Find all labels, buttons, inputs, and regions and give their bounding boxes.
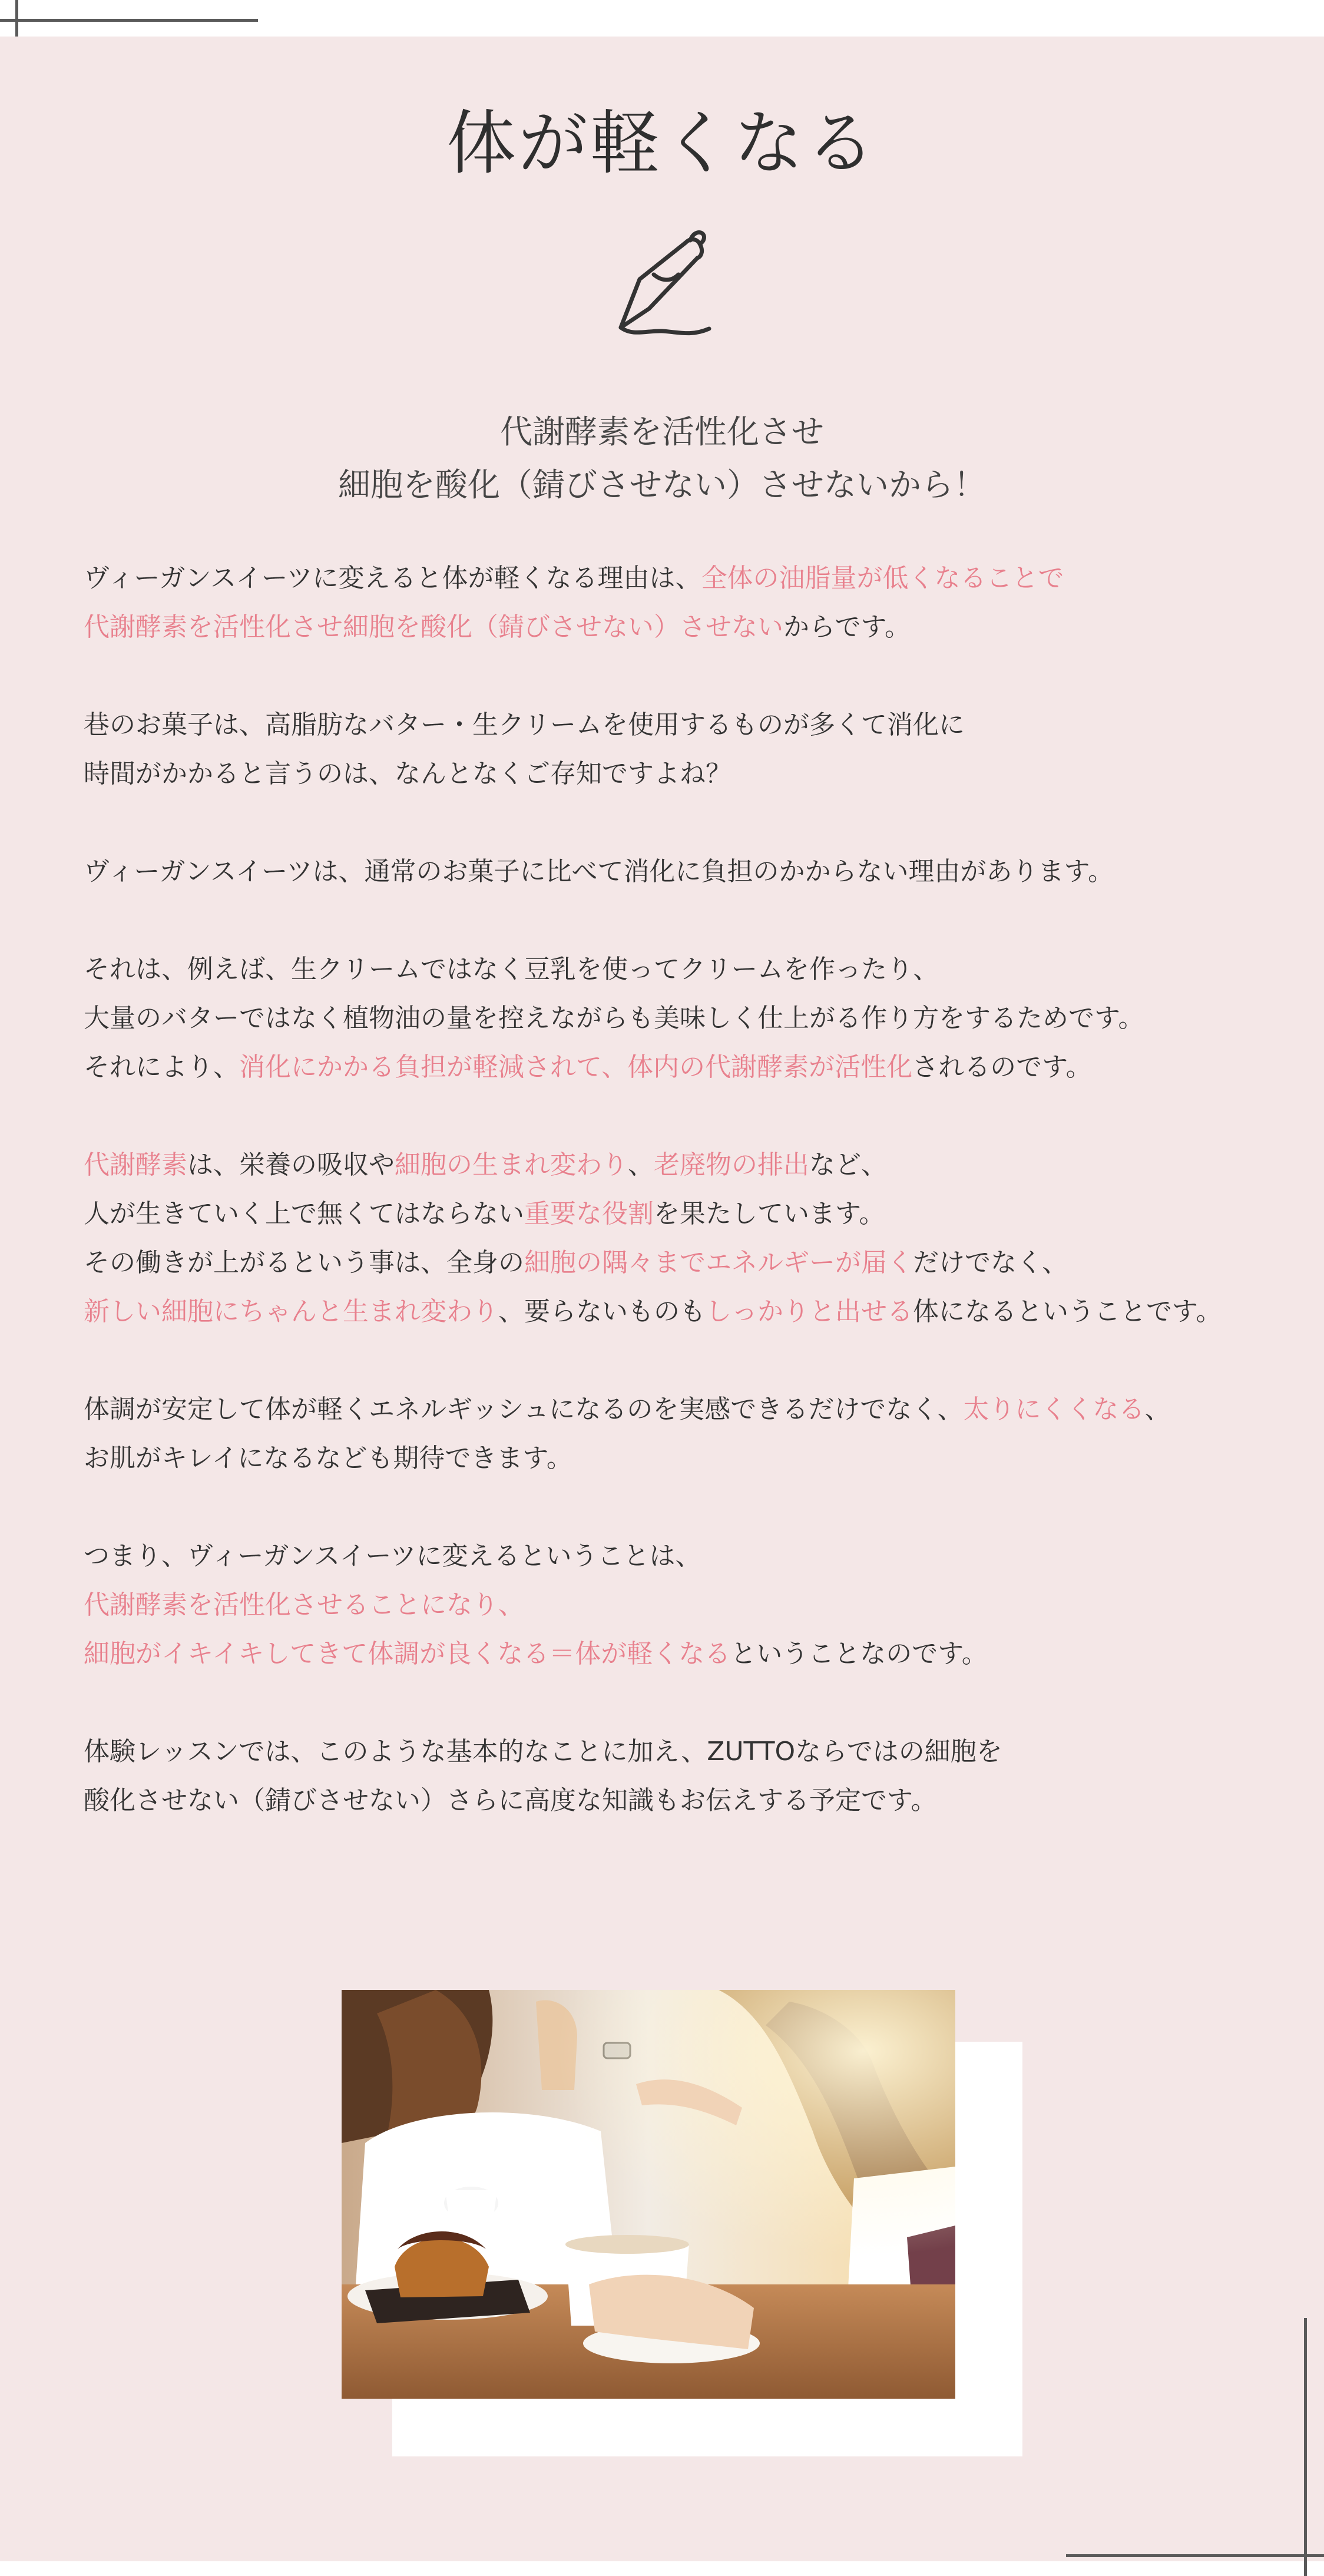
body-text-segment: 大量のバターではなく植物油の量を控えながらも美味しく仕上がる作り方をするためです。 (84, 1003, 1144, 1033)
body-text-segment: ヴィーガンスイーツは、通常のお菓子に比べて消化に負担のかからない理由があります。 (84, 857, 1114, 887)
paragraph (84, 1532, 1262, 1678)
body-text-segment: だけでなく、 (913, 1248, 1068, 1278)
text-line (84, 1629, 1262, 1678)
paragraph (84, 1727, 1262, 1825)
subtitle-line-1: 代謝酵素を活性化させ (499, 413, 824, 451)
body-text-segment: 時間がかかると言うのは、なんとなくご存知ですよね？ (84, 759, 731, 789)
body-text-segment: など、 (809, 1150, 887, 1180)
text-line (84, 1189, 1262, 1238)
frame-line-bottom-right-h (1066, 2554, 1324, 2557)
body-text-segment: を果たしています。 (654, 1199, 885, 1229)
highlight-text: 代謝酵素 (84, 1150, 187, 1180)
subtitle (0, 405, 1324, 511)
text-line (84, 1532, 1262, 1580)
body-text-segment: からです。 (783, 612, 911, 642)
body-text-segment: 人が生きていく上で無くてはならない (84, 1199, 524, 1229)
highlight-text: 消化にかかる負担が軽減されて、体内の代謝酵素が活性化 (239, 1052, 913, 1082)
body-text-segment: その働きが上がるという事は、全身の (84, 1248, 524, 1278)
text-line (84, 1287, 1262, 1336)
body-text-segment: お肌がキレイになるなども期待できます。 (84, 1443, 572, 1473)
body-text-segment: 、 (1144, 1394, 1171, 1424)
text-line (84, 749, 1262, 798)
text-line (84, 1434, 1262, 1483)
body-text-segment: ということなのです。 (730, 1639, 988, 1669)
cafe-photo (342, 1990, 955, 2399)
text-line (84, 603, 1262, 652)
page-title: 体が軽くなる (446, 102, 878, 184)
frame-line-top-left-h (0, 19, 258, 22)
frame-line-bottom-right-v (1304, 2318, 1307, 2576)
highlight-text: 代謝酵素を活性化させ細胞を酸化（錆びさせない）させない (84, 612, 783, 642)
highlight-text: 代謝酵素を活性化させることになり、 (84, 1590, 524, 1620)
text-line (84, 1238, 1262, 1287)
paragraph (84, 700, 1262, 798)
text-line (84, 700, 1262, 749)
highlight-text: 細胞の生まれ変わり (395, 1150, 628, 1180)
paragraph (84, 1140, 1262, 1336)
body-text-segment: 巷のお菓子は、高脂肪なバター・生クリームを使用するものが多くて消化に (84, 710, 965, 740)
highlight-text: 太りにくくなる (963, 1394, 1145, 1424)
text-line (84, 554, 1262, 603)
body-text-segment: それは、例えば、生クリームではなく豆乳を使ってクリームを作ったり、 (84, 954, 939, 984)
body-text-segment: それにより、 (84, 1052, 239, 1082)
text-line (84, 1043, 1262, 1092)
text-line (84, 994, 1262, 1043)
body-text-segment: つまり、ヴィーガンスイーツに変えるということは、 (84, 1541, 701, 1571)
highlight-text: しっかりと出せる (706, 1297, 913, 1327)
text-line (84, 847, 1262, 896)
highlight-text: 細胞がイキイキしてきて体調が良くなる＝体が軽くなる (84, 1639, 731, 1669)
body-text (84, 554, 1262, 1874)
cafe-photo-illustration (342, 1990, 955, 2399)
text-line (84, 1776, 1262, 1825)
text-line (84, 1140, 1262, 1189)
body-text-segment: 体験レッスンでは、このような基本的なことに加え、ZUTTOならではの細胞を (84, 1737, 1002, 1767)
body-text-segment: 、要らないものも (498, 1297, 706, 1327)
highlight-text: 全体の油脂量が低くなることで (701, 563, 1064, 593)
body-text-segment: ヴィーガンスイーツに変えると体が軽くなる理由は、 (84, 563, 701, 593)
paragraph (84, 1385, 1262, 1483)
highlight-text: 重要な役割 (524, 1199, 654, 1229)
subtitle-line-2: 細胞を酸化（錆びさせない）させないから！ (337, 466, 986, 504)
highlight-text: 新しい細胞にちゃんと生まれ変わり (84, 1297, 498, 1327)
body-text-segment: は、栄養の吸収や (187, 1150, 395, 1180)
paragraph (84, 945, 1262, 1092)
text-line (84, 1385, 1262, 1434)
paragraph (84, 847, 1262, 896)
body-text-segment: されるのです。 (912, 1052, 1092, 1082)
highlight-text: 老廃物の排出 (654, 1150, 809, 1180)
text-line (84, 1727, 1262, 1776)
text-line (84, 945, 1262, 994)
body-text-segment: 、 (628, 1150, 654, 1180)
paragraph (84, 554, 1262, 652)
text-line (84, 1580, 1262, 1629)
piping-bag-icon (597, 216, 727, 345)
highlight-text: 細胞の隅々までエネルギーが届く (524, 1248, 913, 1278)
body-text-segment: 体になるということです。 (913, 1297, 1222, 1327)
body-text-segment: 酸化させない（錆びさせない）さらに高度な知識もお伝えする予定です。 (84, 1785, 937, 1816)
body-text-segment: 体調が安定して体が軽くエネルギッシュになるのを実感できるだけでなく、 (84, 1394, 964, 1424)
